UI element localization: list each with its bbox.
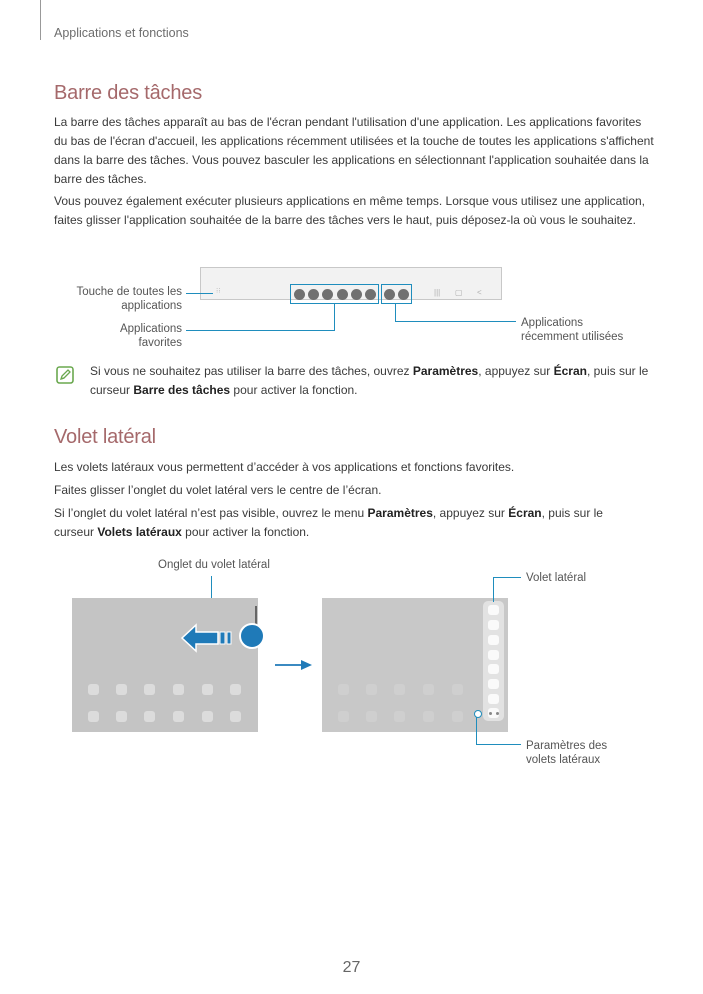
callout-line-favorites — [186, 330, 335, 331]
note-bold-screen: Écran — [553, 364, 587, 378]
app-icon — [366, 711, 377, 722]
callout-settings-line2: volets latéraux — [526, 754, 601, 766]
callout-line-all-apps — [186, 293, 213, 294]
recent-app-icon — [398, 289, 409, 300]
callout-settings — [526, 739, 607, 767]
app-icon — [452, 711, 463, 722]
callout-favorites-line1: Applications — [119, 323, 182, 335]
app-icon — [452, 684, 463, 695]
note-bold-taskbar: Barre des tâches — [133, 383, 231, 397]
app-icon — [116, 684, 127, 695]
callout-recent — [521, 316, 671, 344]
app-icon — [144, 711, 155, 722]
bold-settings: Paramètres — [367, 506, 433, 520]
callout-line-panel — [493, 577, 521, 578]
panel-app-icon — [488, 635, 499, 645]
bold-screen: Écran — [508, 506, 542, 520]
panel-app-icon — [488, 650, 499, 660]
app-icon — [366, 684, 377, 695]
edge-panel-paragraph-2: Faites glisser l’onglet du volet latéral vers le centre de l’écran. — [54, 483, 382, 497]
app-icon — [88, 684, 99, 695]
para-text: pour activer la fonction. — [181, 525, 310, 539]
callout-line-recent — [395, 321, 516, 322]
panel-app-icon — [488, 679, 499, 689]
app-icon — [144, 684, 155, 695]
callout-handle: Onglet du volet latéral — [158, 559, 270, 571]
note-pencil-icon — [56, 366, 74, 384]
running-header: Applications et fonctions — [54, 26, 189, 40]
panel-app-icon — [488, 620, 499, 630]
app-icon — [88, 711, 99, 722]
app-icon — [394, 684, 405, 695]
callout-settings-line1: Paramètres des — [526, 740, 608, 752]
app-icon — [173, 684, 184, 695]
taskbar-note — [90, 362, 650, 400]
page-number: 27 — [342, 959, 361, 976]
para-text: , puis sur le curseur — [54, 506, 603, 539]
para-text: , appuyez sur — [432, 506, 509, 520]
app-icon — [394, 711, 405, 722]
app-icon — [423, 711, 434, 722]
panel-app-icon — [488, 694, 499, 704]
callout-line-settings — [476, 744, 521, 745]
note-text: pour activer la fonction. — [230, 383, 358, 397]
favorite-app-icon — [322, 289, 333, 300]
section-title-edge-panel: Volet latéral — [54, 426, 156, 448]
callout-line-favorites-vertical — [334, 304, 335, 331]
back-icon: < — [477, 288, 482, 297]
callout-line-recent-vertical — [395, 304, 396, 322]
app-icon — [338, 684, 349, 695]
app-icon — [230, 684, 241, 695]
callout-line-settings-vertical — [476, 717, 477, 745]
callout-favorites-line2: favorites — [138, 337, 182, 349]
margin-rule — [40, 0, 41, 40]
recents-icon: ||| — [434, 288, 441, 297]
callout-all-apps-line1: Touche de toutes les — [76, 286, 182, 298]
callout-panel: Volet latéral — [526, 572, 587, 584]
app-icon — [338, 711, 349, 722]
recent-app-icon — [384, 289, 395, 300]
taskbar-paragraph-1: La barre des tâches apparaît au bas de l'écran pendant l'utilisation d'une application. Les applications favorites du bas de l'écran d'accueil, les applications récemment utilisées et la touche de toutes les applications s'affichent dans la barre des tâches. Vous pouvez basculer les applications en sélectionnant l'application souhaitée dans la barre des tâches. — [54, 115, 654, 186]
favorite-app-icon — [351, 289, 362, 300]
all-apps-icon: ⁝⁝ — [216, 288, 221, 295]
touch-point — [239, 623, 265, 649]
favorite-app-icon — [365, 289, 376, 300]
callout-all-apps — [60, 285, 182, 313]
callout-recent-line2: récemment utilisées — [521, 331, 624, 343]
app-icon — [173, 711, 184, 722]
favorite-app-icon — [294, 289, 305, 300]
note-text: , puis sur le curseur — [90, 364, 649, 397]
callout-favorites — [60, 322, 182, 350]
note-text: Si vous ne souhaitez pas utiliser la barre des tâches, ouvrez — [90, 364, 413, 378]
edge-panel-paragraph-3 — [54, 504, 634, 542]
note-text: , appuyez sur — [478, 364, 554, 378]
transition-arrow-icon — [275, 659, 313, 671]
section-title-taskbar: Barre des tâches — [54, 82, 202, 104]
app-icon — [202, 684, 213, 695]
panel-page-dot — [496, 712, 499, 715]
note-bold-settings: Paramètres — [412, 364, 479, 378]
app-icon — [423, 684, 434, 695]
app-icon — [116, 711, 127, 722]
taskbar-paragraph-2: Vous pouvez également exécuter plusieurs applications en même temps. Lorsque vous utilisez une application, faites glisser l'application souhaitée de la barre des tâches vers le haut, puis déposez-la où vous le souhaitez. — [54, 194, 646, 227]
panel-page-dot — [489, 712, 492, 715]
app-icon — [202, 711, 213, 722]
callout-line-panel-vertical — [493, 577, 494, 602]
panel-app-icon — [488, 605, 499, 615]
home-icon: ▢ — [455, 288, 463, 297]
edge-panel-paragraph-1: Les volets latéraux vous permettent d’accéder à vos applications et fonctions favorites. — [54, 460, 515, 474]
favorite-app-icon — [337, 289, 348, 300]
para-text: Si l’onglet du volet latéral n’est pas visible, ouvrez le menu — [54, 506, 368, 520]
swipe-left-arrow-icon — [180, 623, 238, 653]
app-icon — [230, 711, 241, 722]
favorite-app-icon — [308, 289, 319, 300]
panel-app-icon — [488, 664, 499, 674]
callout-all-apps-line2: applications — [121, 300, 182, 312]
bold-edge-panels: Volets latéraux — [97, 525, 182, 539]
callout-recent-line1: Applications — [521, 317, 584, 329]
